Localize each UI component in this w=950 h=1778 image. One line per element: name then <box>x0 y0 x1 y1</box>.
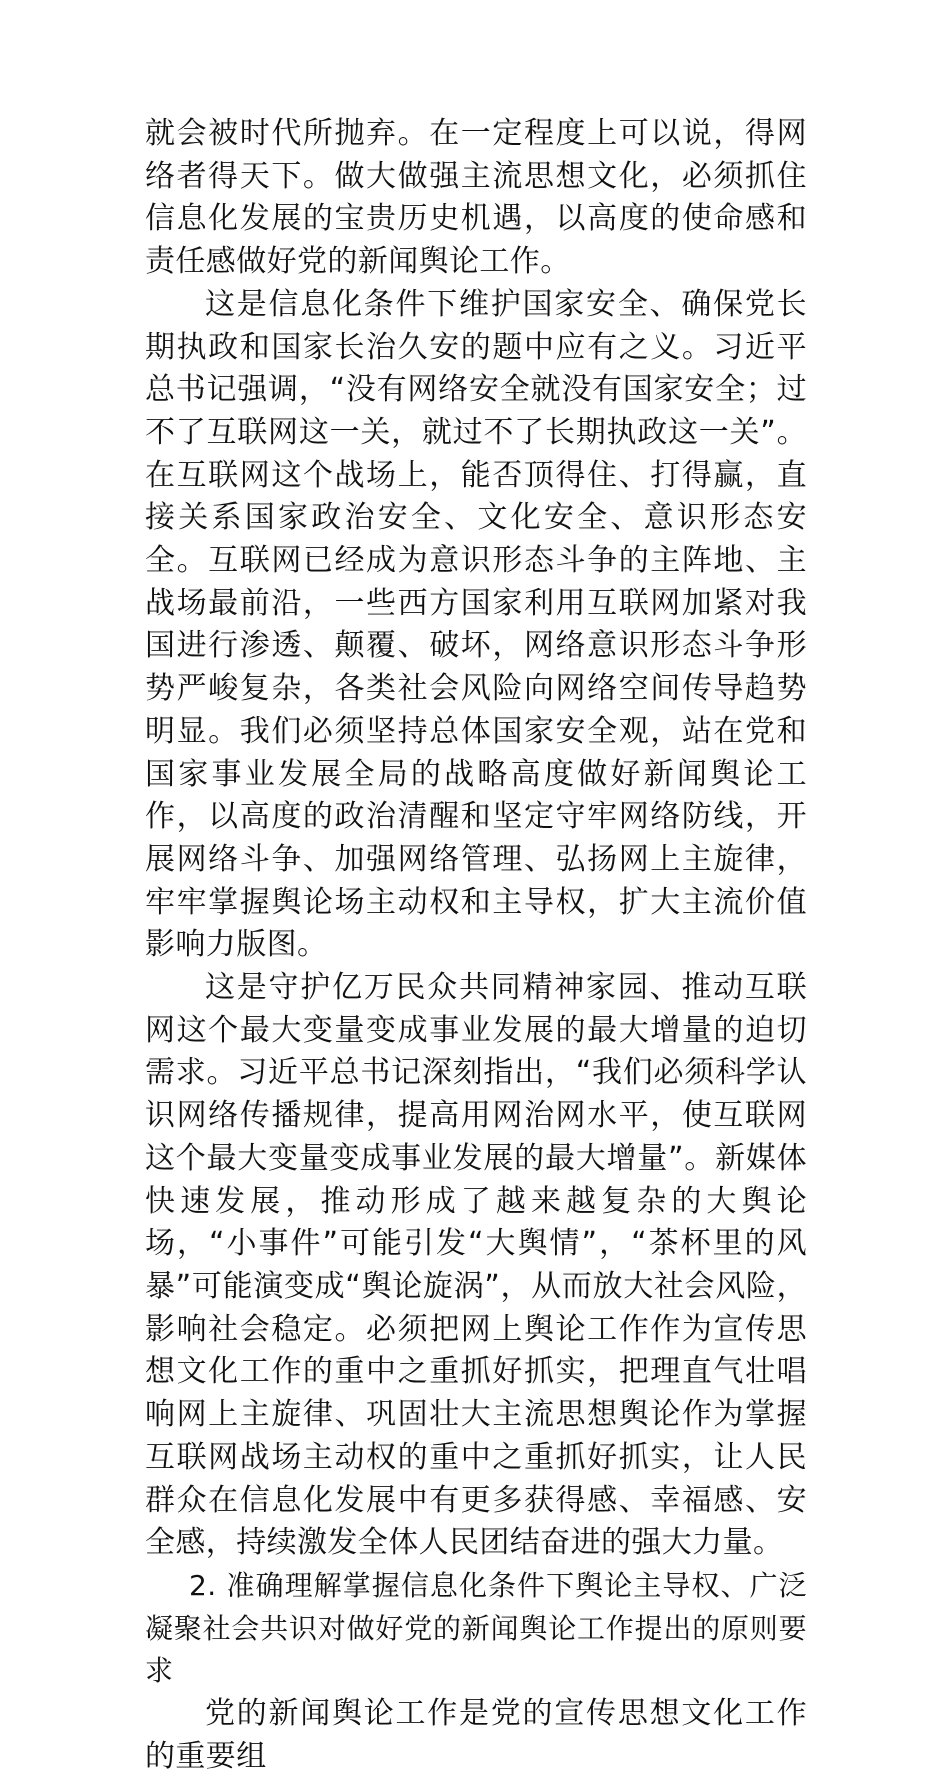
paragraph-continuation: 就会被时代所抛弃。在一定程度上可以说，得网络者得天下。做大做强主流思想文化，必须抓住信息化发展的宝贵历史机遇，以高度的使命感和责任感做好党的新闻舆论工作。 <box>145 116 807 280</box>
paragraph-news-work: 党的新闻舆论工作是党的宣传思想文化工作的重要组 <box>145 1696 807 1774</box>
section-heading: 2. 准确理解掌握信息化条件下舆论主导权、广泛凝聚社会共识对做好党的新闻舆论工作提出的原则要求 <box>145 1568 807 1688</box>
paragraph-spiritual-home: 这是守护亿万民众共同精神家园、推动互联网这个最大变量变成事业发展的最大增量的迫切需求。习近平总书记深刻指出，“我们必须科学认识网络传播规律，提高用网治网水平，使互联网这个最大变量变成事业发展的最大增量”。新媒体快速发展，推动形成了越来越复杂的大舆论场，“小事件”可能引发“大舆情”，“茶杯里的风暴”可能演变成“舆论旋涡”，从而放大社会风险，影响社会稳定。必须把网上舆论工作作为宣传思想文化工作的重中之重抓好抓实，把理直气壮唱响网上主旋律、巩固壮大主流思想舆论作为掌握互联网战场主动权的重中之重抓好抓实，让人民群众在信息化发展中有更多获得感、幸福感、安全感，持续激发全体人民团结奋进的强大力量。 <box>145 970 807 1561</box>
paragraph-national-security: 这是信息化条件下维护国家安全、确保党长期执政和国家长治久安的题中应有之义。习近平总书记强调，“没有网络安全就没有国家安全；过不了互联网这一关，就过不了长期执政这一关”。在互联网这个战场上，能否顶得住、打得赢，直接关系国家政治安全、文化安全、意识形态安全。互联网已经成为意识形态斗争的主阵地、主战场最前沿，一些西方国家利用互联网加紧对我国进行渗透、颠覆、破坏，网络意识形态斗争形势严峻复杂，各类社会风险向网络空间传导趋势明显。我们必须坚持总体国家安全观，站在党和国家事业发展全局的战略高度做好新闻舆论工作，以高度的政治清醒和坚定守牢网络防线，开展网络斗争、加强网络管理、弘扬网上主旋律，牢牢掌握舆论场主动权和主导权，扩大主流价值影响力版图。 <box>145 286 807 963</box>
document-body <box>145 113 807 1778</box>
